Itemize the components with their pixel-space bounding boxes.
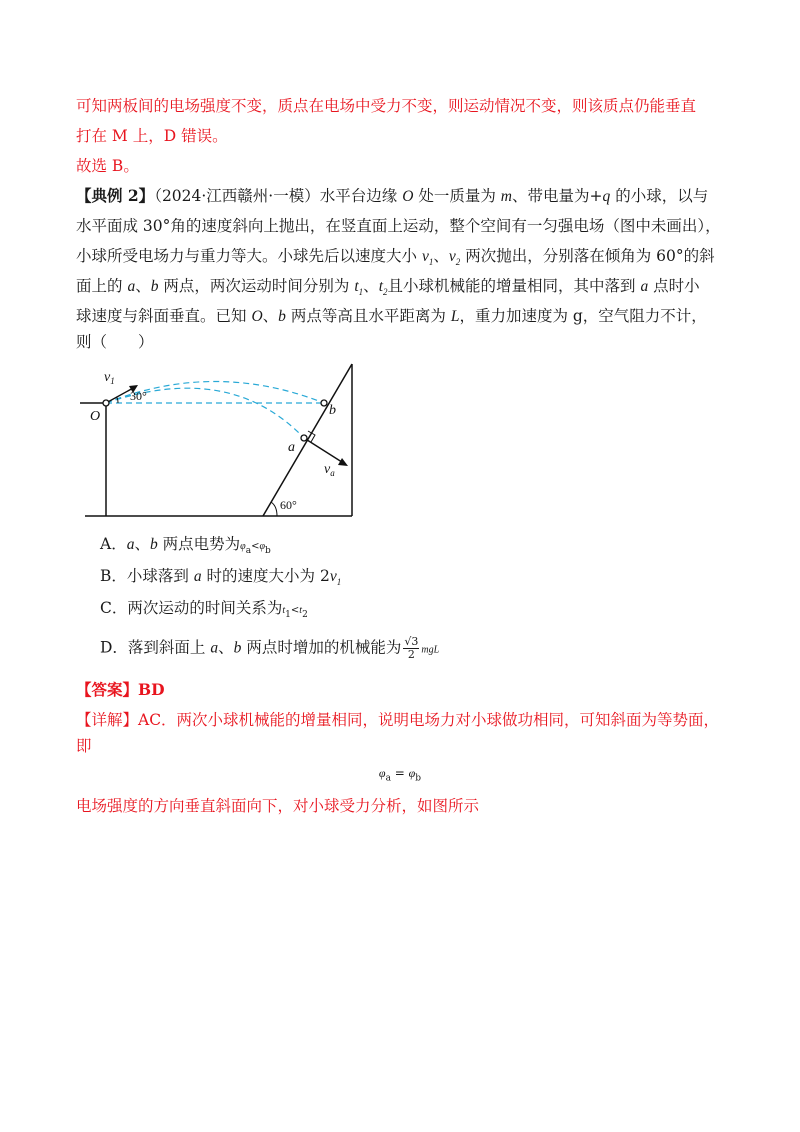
equipotential-equation: $\varphi_a = \varphi_b$	[378, 766, 422, 784]
choice-conclusion: 故选 B。	[76, 157, 139, 175]
example-stem-line4: 面上的 a、b 两点，两次运动时间分别为 $t_1$、$t_2$且小球机械能的增量相同，其中落到 a 点时小	[76, 277, 700, 298]
option-c[interactable]: C．两次运动的时间关系为$t_1<t_2$	[100, 599, 308, 621]
label-o: O	[90, 409, 101, 424]
example-stem-line6: 则（ ）	[76, 333, 154, 351]
physics-diagram	[80, 356, 360, 521]
detail-line3: 电场强度的方向垂直斜面向下，对小球受力分析，如图所示	[76, 797, 480, 815]
label-a: a	[288, 440, 295, 455]
answer-continuation-line1: 可知两板间的电场强度不变，质点在电场中受力不变，则运动情况不变，则该质点仍能垂直	[76, 97, 697, 115]
label-va: $v_a$	[324, 462, 335, 478]
va-arrow	[304, 438, 345, 464]
example-stem-line1: 【典例 2】（2024·江西赣州·一模）水平台边缘 O 处一质量为 m、带电量为+q 的小球，以与	[76, 186, 709, 205]
detail-line1: 【详解】AC．两次小球机械能的增量相同，说明电场力对小球做功相同，可知斜面为等势面，	[76, 711, 720, 729]
example-stem-line2: 水平面成 30°角的速度斜向上抛出，在竖直面上运动，整个空间有一匀强电场（图中未画出），	[76, 217, 721, 235]
option-a[interactable]: A．a、b 两点电势为$\varphi_a<\varphi_b$	[100, 535, 271, 557]
angle-60-arc	[271, 502, 277, 516]
fraction-sqrt3-over-2: $\frac{√3}{2}$	[404, 635, 419, 661]
label-30-degree: 30°	[130, 389, 147, 403]
example-source: （2024·江西赣州·一模）	[154, 187, 320, 205]
answer-continuation-line2: 打在 M 上，D 错误。	[76, 127, 228, 145]
label-60-degree: 60°	[280, 498, 297, 512]
example-stem-line5: 球速度与斜面垂直。已知 O、b 两点等高且水平距离为 L，重力加速度为 g，空气阻力不计，	[76, 307, 707, 325]
detail-line2: 即	[76, 737, 92, 755]
label-b: b	[329, 403, 336, 418]
va-arrowhead	[338, 458, 348, 466]
example-tag: 【典例 2】	[76, 186, 155, 205]
point-o-marker	[103, 400, 109, 406]
option-b[interactable]: B．小球落到 a 时的速度大小为 $2v_1$	[100, 567, 342, 588]
point-b-marker	[321, 400, 327, 406]
label-v1: $v_1$	[104, 370, 115, 386]
answer-label: 【答案】BD	[76, 680, 165, 699]
example-stem-line3: 小球所受电场力与重力等大。小球先后以速度大小 $v_1$、$v_2$ 两次抛出，分别落在倾角为 60°的斜	[76, 247, 715, 268]
option-d[interactable]: D．落到斜面上 a、b 两点时增加的机械能为 $\frac{√3}{2}$ mgL	[100, 635, 440, 661]
point-a-marker	[301, 435, 307, 441]
